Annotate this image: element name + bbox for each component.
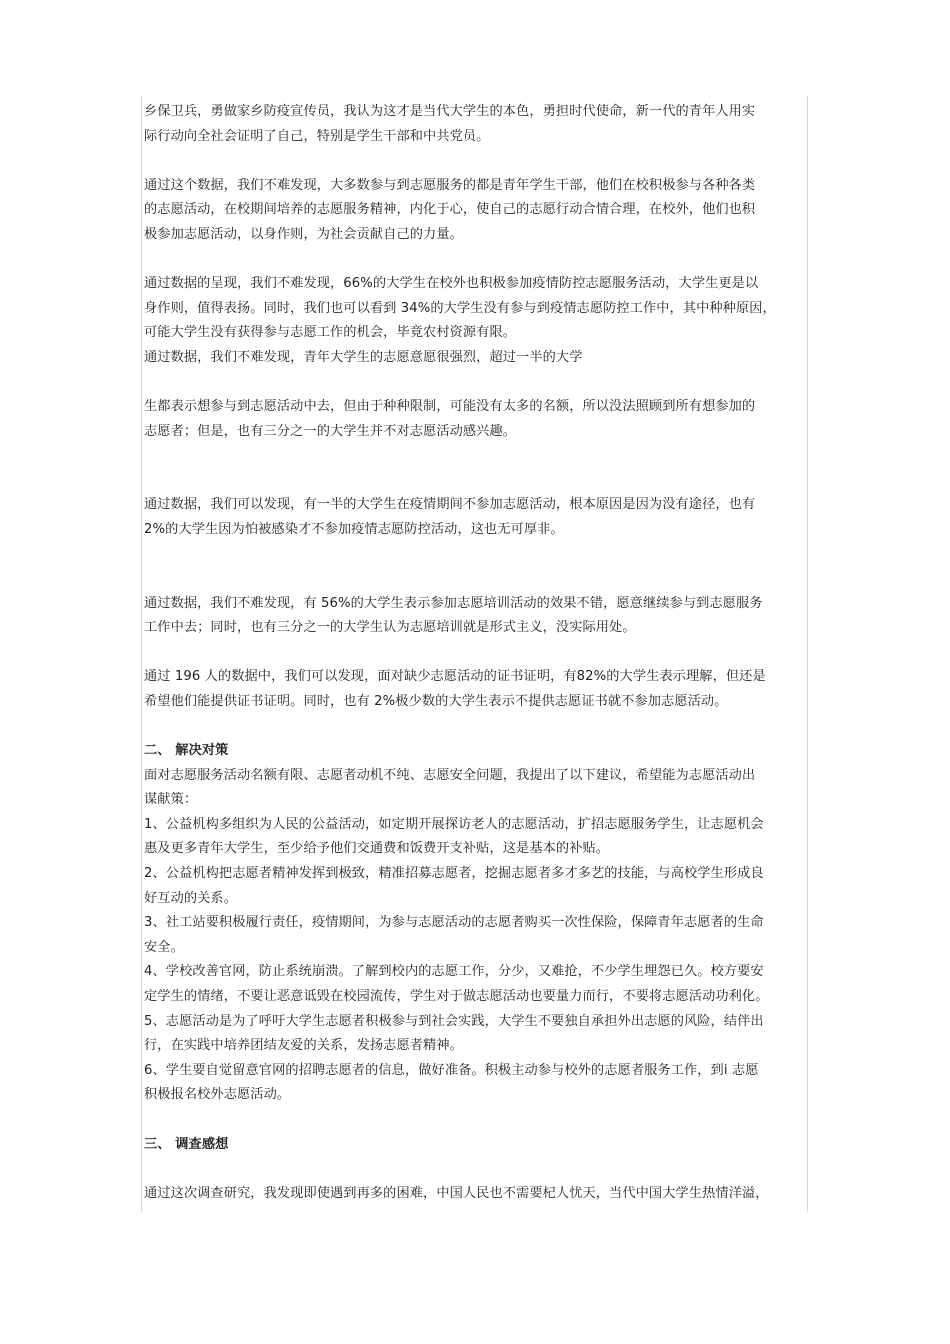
list-item	[144, 1059, 808, 1108]
text-line: 5、志愿活动是为了呼吁大学生志愿者积极参与到社会实践，大学生不要独自承担外出志愿的风险，结伴出	[144, 1013, 764, 1029]
text-line: 志愿者；但是，也有三分之一的大学生并不对志愿活动感兴趣。	[144, 423, 517, 439]
paragraph	[144, 1182, 808, 1207]
text-line: 行，在实践中培养团结友爱的关系，发扬志愿者精神。	[144, 1038, 463, 1054]
text-line: 的志愿活动，在校期间培养的志愿服务精神，内化于心，使自己的志愿行动合情合理，在校外，他们也积	[144, 202, 756, 218]
text-line: 定学生的情绪，不要让恶意诋毁在校园流传，学生对于做志愿活动也要量力而行，不要将志愿活动功利化。	[144, 989, 769, 1004]
text-line: 好互动的关系。	[144, 890, 238, 906]
text-line: 1、公益机构多组织为人民的公益活动，如定期开展探访老人的志愿活动，扩招志愿服务学生，让志愿机会	[144, 816, 764, 832]
text-line: 通过数据，我们不难发现，青年大学生的志愿意愿很强烈，超过一半的大学	[144, 349, 583, 365]
paragraph	[144, 174, 808, 248]
paragraph	[144, 395, 808, 444]
text-line: 通过数据，我们不难发现，有 56%的大学生表示参加志愿培训活动的效果不错，愿意继续参与到志愿服务	[144, 595, 763, 611]
section-heading: 二、 解决对策	[144, 743, 229, 759]
section-heading: 三、 调查感想	[144, 1136, 229, 1152]
text-line: 积极报名校外志愿活动。	[144, 1087, 291, 1103]
text-line: 6、学生要自觉留意官网的招聘志愿者的信息，做好准备。积极主动参与校外的志愿者服务工作，到i 志愿	[144, 1062, 759, 1078]
text-line: 谋献策：	[144, 792, 198, 808]
paragraph	[144, 100, 808, 149]
text-line: 通过数据，我们可以发现，有一半的大学生在疫情期间不参加志愿活动，根本原因是因为没有途径，也有	[144, 497, 756, 513]
text-line: 乡保卫兵，勇做家乡防疫宣传员，我认为这才是当代大学生的本色，勇担时代使命，新一代的青年人用实	[144, 104, 756, 119]
paragraph	[144, 272, 808, 346]
paragraph	[144, 665, 808, 714]
document-body	[144, 100, 808, 1206]
text-line: 身作则，值得表扬。同时，我们也可以看到 34%的大学生没有参与到疫情志愿防控工作中，其中种种原因，	[144, 300, 776, 316]
text-line: 通过 196 人的数据中，我们可以发现，面对缺少志愿活动的证书证明，有82%的大学生表示理解，但还是	[144, 669, 766, 685]
paragraph	[144, 346, 808, 371]
text-line: 工作中去；同时，也有三分之一的大学生认为志愿培训就是形式主义，没实际用处。	[144, 620, 636, 636]
paragraph	[144, 592, 808, 641]
text-line: 通过这次调查研究，我发现即使遇到再多的困难，中国人民也不需要杞人忧天，当代中国大学生热情洋溢，	[144, 1185, 769, 1201]
text-line: 面对志愿服务活动名额有限、志愿者动机不纯、志愿安全问题，我提出了以下建议，希望能为志愿活动出	[144, 767, 756, 783]
list-item	[144, 960, 808, 1009]
list-item	[144, 862, 808, 911]
list-item	[144, 911, 808, 960]
text-line: 通过数据的呈现，我们不难发现，66%的大学生在校外也积极参加疫情防控志愿服务活动，大学生更是以	[144, 276, 759, 292]
paragraph	[144, 493, 808, 542]
text-line: 2、公益机构把志愿者精神发挥到极致，精准招募志愿者，挖掘志愿者多才多艺的技能，与高校学生形成良	[144, 866, 764, 882]
text-line: 4、学校改善官网，防止系统崩溃。了解到校内的志愿工作，分少，又难抢，不少学生埋怨已久。校方要安	[144, 964, 764, 980]
text-line: 生都表示想参与到志愿活动中去，但由于种种限制，可能没有太多的名额，所以没法照顾到所有想参加的	[144, 399, 756, 415]
text-line: 可能大学生没有获得参与志愿工作的机会，毕竟农村资源有限。	[144, 325, 517, 341]
text-line: 希望他们能提供证书证明。同时，也有 2%极少数的大学生表示不提供志愿证书就不参加志愿活动。	[144, 693, 728, 709]
list-item	[144, 1010, 808, 1059]
text-line: 际行动向全社会证明了自己，特别是学生干部和中共党员。	[144, 128, 490, 144]
text-line: 惠及更多青年大学生，至少给予他们交通费和饭费开支补贴，这是基本的补贴。	[144, 841, 610, 857]
text-line: 3、社工站要积极履行责任，疫情期间，为参与志愿活动的志愿者购买一次性保险，保障青年志愿者的生命	[144, 915, 764, 931]
text-line: 2%的大学生因为怕被感染才不参加疫情志愿防控活动，这也无可厚非。	[144, 521, 564, 537]
text-line: 安全。	[144, 939, 184, 955]
paragraph	[144, 764, 808, 813]
list-item	[144, 813, 808, 862]
text-line: 通过这个数据，我们不难发现，大多数参与到志愿服务的都是青年学生干部，他们在校积极参与各种各类	[144, 177, 756, 193]
text-line: 极参加志愿活动，以身作则，为社会贡献自己的力量。	[144, 226, 463, 242]
